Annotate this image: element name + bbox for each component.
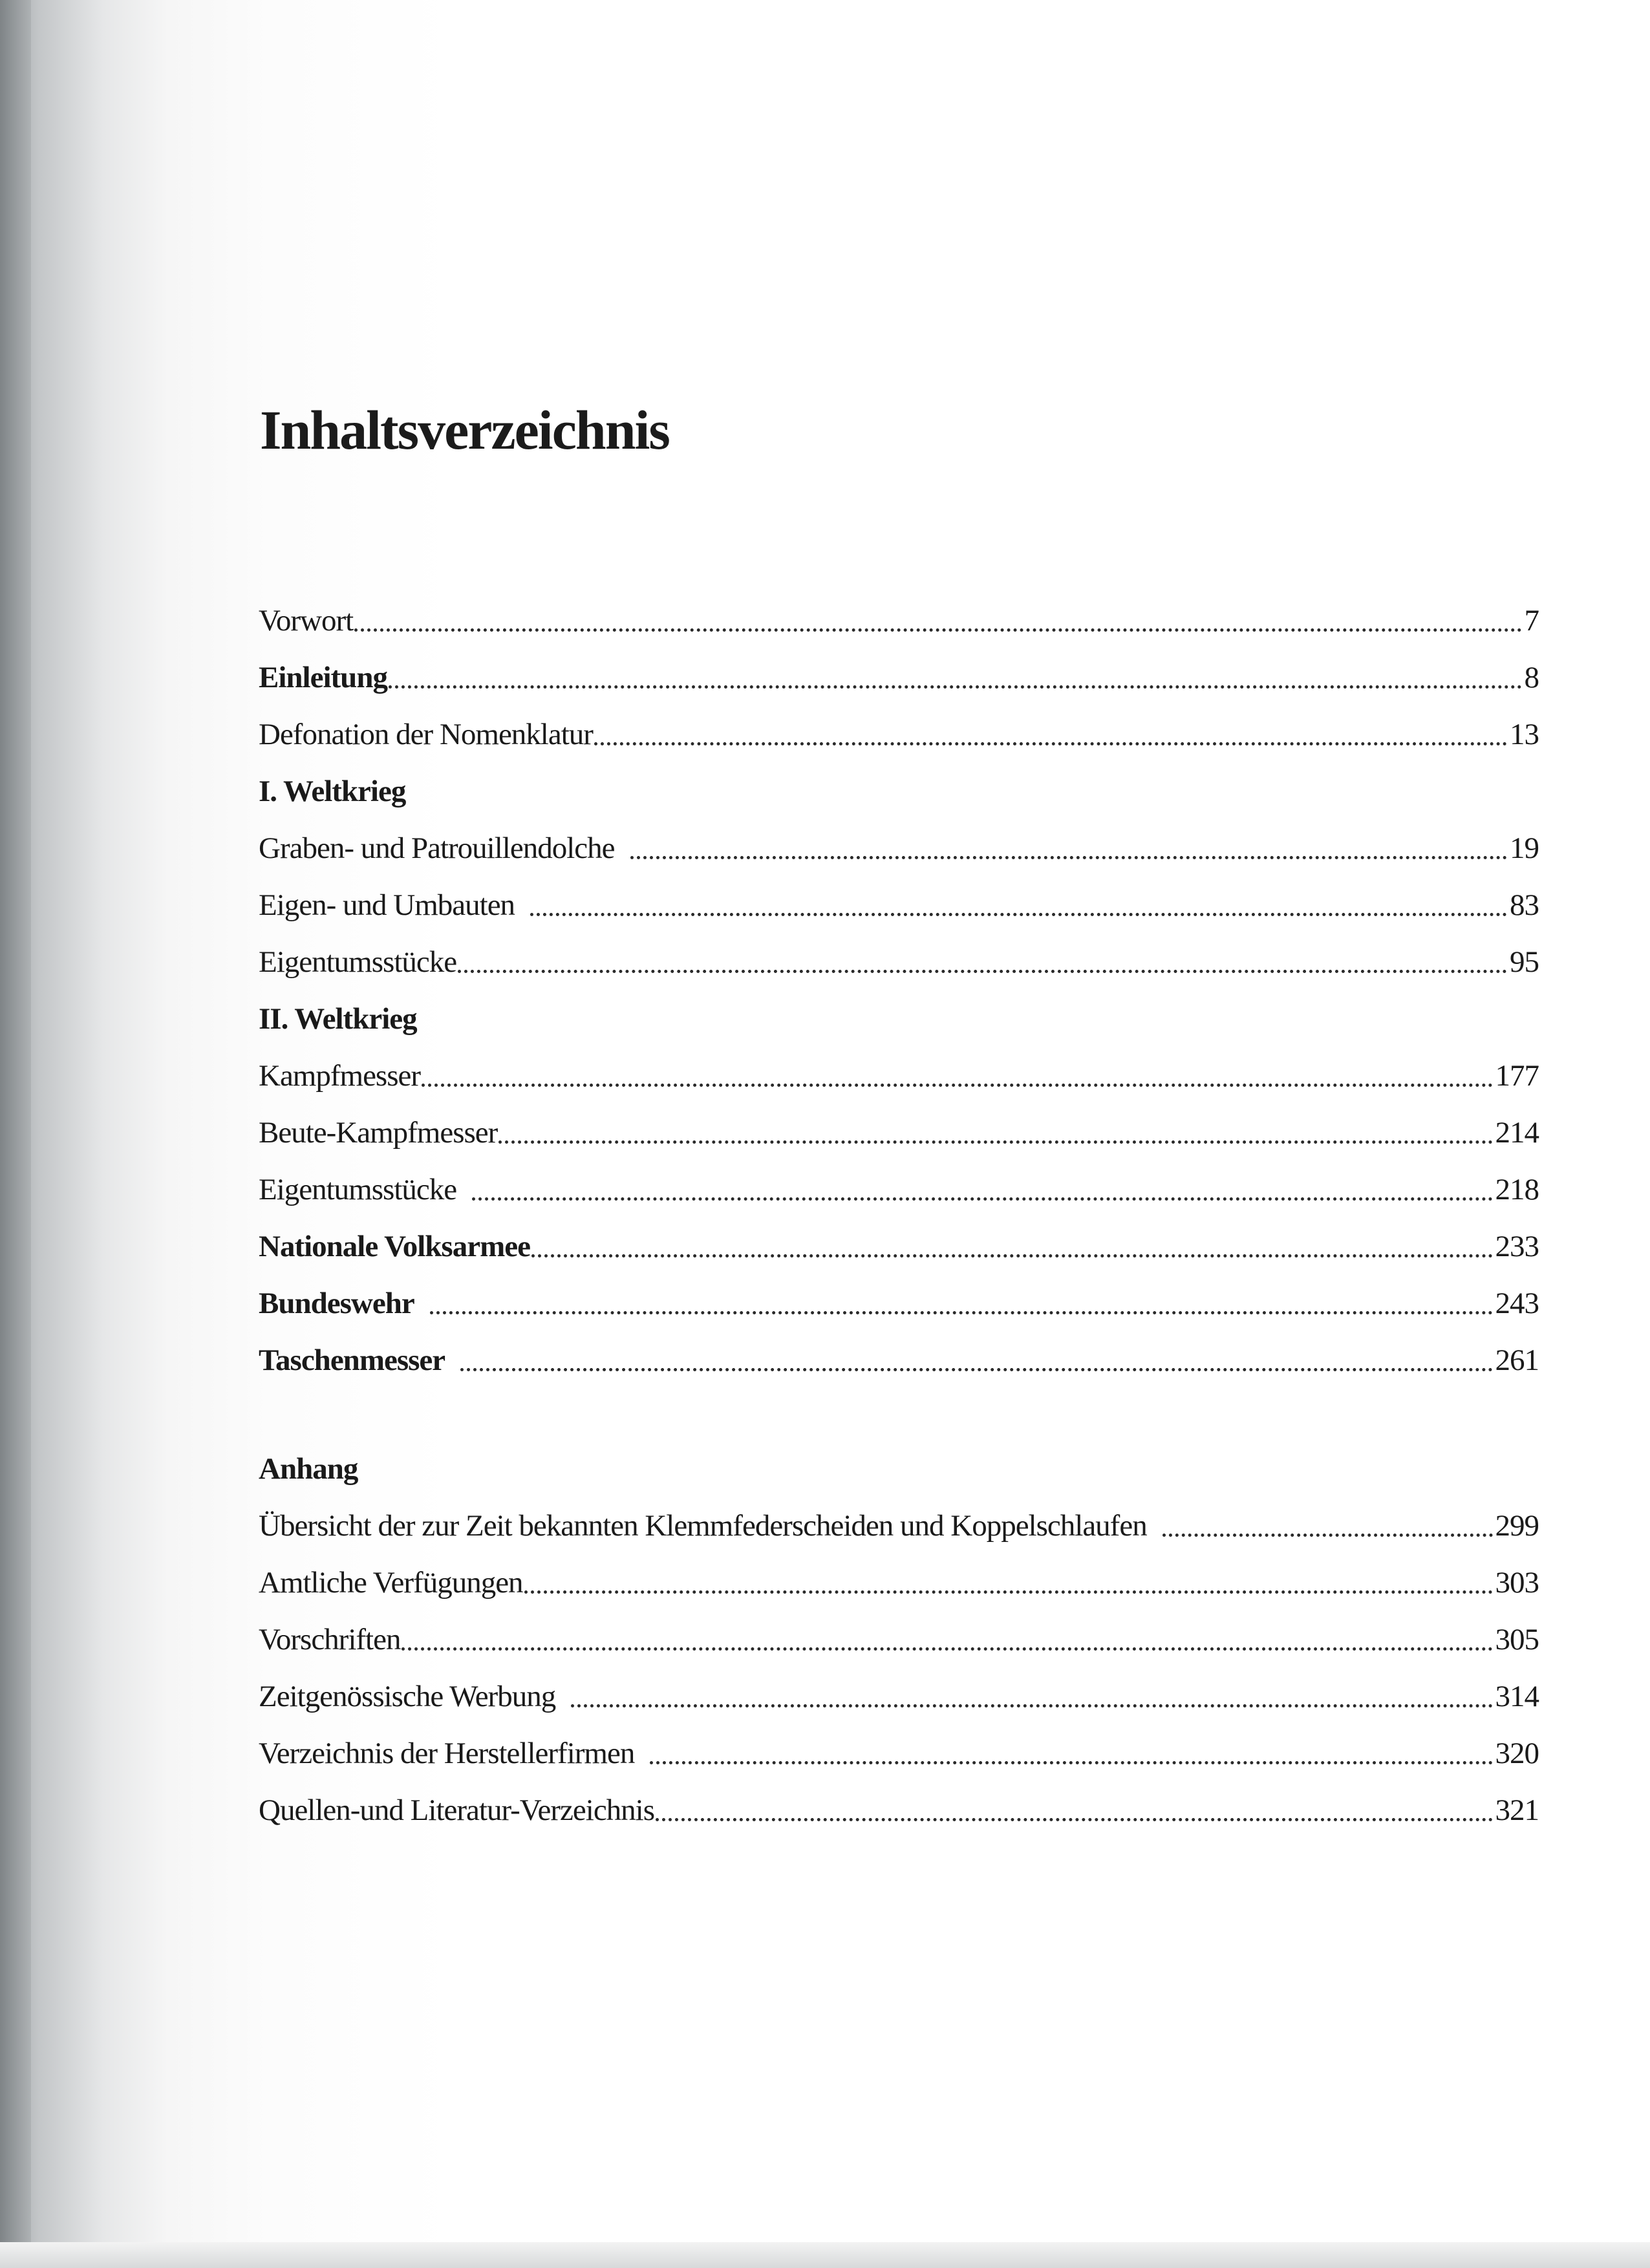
page-bottom-shadow bbox=[0, 2242, 1650, 2268]
dot-leader bbox=[656, 1818, 1492, 1821]
dot-leader bbox=[530, 913, 1507, 916]
toc-entry-label: Vorwort bbox=[259, 604, 354, 637]
dot-leader bbox=[389, 685, 1522, 689]
toc-entry-label: Kampfmesser bbox=[259, 1059, 421, 1093]
toc-entry-page: 299 bbox=[1495, 1509, 1539, 1543]
toc-entry-vorschriften bbox=[259, 1620, 1539, 1659]
toc-entry-eigen-umbauten bbox=[259, 886, 1539, 925]
dot-leader bbox=[460, 1368, 1492, 1371]
toc-entry-zeitgenoessische-werbung bbox=[259, 1677, 1539, 1716]
toc-entry-page: 218 bbox=[1495, 1173, 1539, 1206]
toc-entry-page: 95 bbox=[1510, 945, 1539, 979]
toc-entry-label: Verzeichnis der Herstellerfirmen bbox=[259, 1737, 635, 1770]
dot-leader bbox=[524, 1590, 1493, 1594]
toc-entry-kampfmesser bbox=[259, 1056, 1539, 1095]
toc-entry-label: Bundeswehr bbox=[259, 1287, 414, 1320]
toc-entry-label: Eigentumsstücke bbox=[259, 945, 457, 979]
toc-entry-page: 320 bbox=[1495, 1737, 1539, 1770]
toc-entry-page: 261 bbox=[1495, 1343, 1539, 1377]
toc-entry-page: 177 bbox=[1495, 1059, 1539, 1093]
toc-entry-label: Beute-Kampfmesser bbox=[259, 1116, 498, 1150]
toc-entry-page: 13 bbox=[1510, 718, 1539, 751]
toc-entry-eigentumsstuecke-1 bbox=[259, 943, 1539, 981]
dot-leader bbox=[422, 1084, 1492, 1087]
section-heading-weltkrieg-2: II. Weltkrieg bbox=[259, 1002, 417, 1036]
dot-leader bbox=[472, 1197, 1492, 1201]
toc-entry-page: 321 bbox=[1495, 1793, 1539, 1827]
toc-entry-nomenklatur bbox=[259, 715, 1539, 754]
dot-leader bbox=[531, 1254, 1493, 1257]
toc-entry-nationale-volksarmee bbox=[259, 1227, 1539, 1266]
toc-entry-page: 243 bbox=[1495, 1287, 1539, 1320]
toc-entry-taschenmesser bbox=[259, 1341, 1539, 1380]
toc-entry-beute-kampfmesser bbox=[259, 1113, 1539, 1152]
toc-entry-label: Einleitung bbox=[259, 661, 387, 694]
dot-leader bbox=[1162, 1534, 1493, 1537]
toc-entry-label: Nationale Volksarmee bbox=[259, 1230, 530, 1263]
dot-leader bbox=[594, 742, 1507, 745]
dot-leader bbox=[458, 970, 1507, 973]
toc-entry-klemmfederscheiden bbox=[259, 1506, 1539, 1545]
toc-entry-eigentumsstuecke-2 bbox=[259, 1170, 1539, 1209]
toc-entry-amtliche-verfuegungen bbox=[259, 1563, 1539, 1602]
toc-entry-page: 314 bbox=[1495, 1680, 1539, 1713]
dot-leader bbox=[430, 1311, 1493, 1314]
dot-leader bbox=[650, 1761, 1492, 1764]
toc-entry-graben-patrouillendolche bbox=[259, 829, 1539, 868]
toc-entry-label: Eigen- und Umbauten bbox=[259, 888, 515, 922]
toc-entry-label: Amtliche Verfügungen bbox=[259, 1566, 523, 1599]
page-binding-shadow bbox=[0, 0, 31, 2268]
dot-leader bbox=[630, 856, 1508, 859]
dot-leader bbox=[571, 1704, 1492, 1707]
toc-entry-vorwort bbox=[259, 601, 1539, 640]
toc-entry-label: Taschenmesser bbox=[259, 1343, 445, 1377]
toc-entry-page: 214 bbox=[1495, 1116, 1539, 1150]
toc-entry-page: 303 bbox=[1495, 1566, 1539, 1599]
toc-entry-herstellerfirmen bbox=[259, 1734, 1539, 1773]
toc-entry-label: Vorschriften bbox=[259, 1623, 401, 1656]
toc-entry-einleitung bbox=[259, 658, 1539, 697]
dot-leader bbox=[498, 1140, 1492, 1144]
page-title: Inhaltsverzeichnis bbox=[260, 399, 669, 461]
toc-entry-page: 7 bbox=[1524, 604, 1539, 637]
section-heading-anhang: Anhang bbox=[259, 1452, 358, 1486]
toc-entry-label: Defonation der Nomenklatur bbox=[259, 718, 593, 751]
toc-entry-page: 305 bbox=[1495, 1623, 1539, 1656]
toc-entry-label: Quellen-und Literatur-Verzeichnis bbox=[259, 1793, 655, 1827]
toc-entry-label: Zeitgenössische Werbung bbox=[259, 1680, 556, 1713]
toc-entry-page: 83 bbox=[1510, 888, 1539, 922]
dot-leader bbox=[354, 628, 1521, 632]
toc-entry-page: 19 bbox=[1510, 831, 1539, 865]
section-heading-weltkrieg-1: I. Weltkrieg bbox=[259, 775, 406, 808]
toc-entry-page: 8 bbox=[1524, 661, 1539, 694]
toc-entry-quellen-literatur bbox=[259, 1791, 1539, 1830]
toc-entry-label: Eigentumsstücke bbox=[259, 1173, 457, 1206]
toc-entry-page: 233 bbox=[1495, 1230, 1539, 1263]
toc-entry-bundeswehr bbox=[259, 1284, 1539, 1323]
dot-leader bbox=[402, 1647, 1492, 1651]
toc-entry-label: Übersicht der zur Zeit bekannten Klemmfederscheiden und Koppelschlaufen bbox=[259, 1509, 1147, 1543]
toc-entry-label: Graben- und Patrouillendolche bbox=[259, 831, 615, 865]
